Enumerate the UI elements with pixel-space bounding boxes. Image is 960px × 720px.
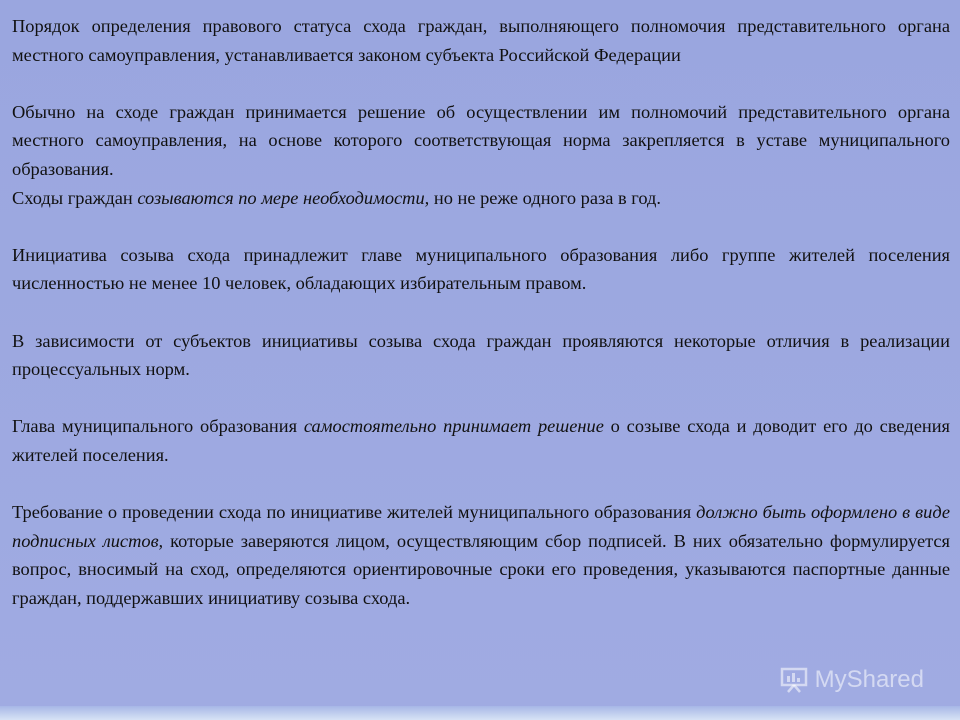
emphasis-run: самостоятельно принимает решение bbox=[303, 416, 604, 437]
emphasis-run: должно быть оформлено в виде подписных листов, bbox=[12, 502, 951, 551]
myshared-watermark bbox=[779, 666, 924, 694]
text-run: Сходы граждан bbox=[12, 187, 138, 208]
slide-bottom-edge bbox=[0, 706, 960, 720]
slide-text-body bbox=[12, 12, 950, 641]
emphasis-run: созываются по мере необходимости, bbox=[137, 187, 430, 208]
paragraph-differences: В зависимости от субъектов инициативы созыва схода граждан проявляются некоторые отличия в реализации процессуальных норм. bbox=[12, 330, 950, 380]
text-run: но не реже одного раза в год. bbox=[429, 187, 661, 208]
paragraph-head-decision bbox=[12, 412, 950, 469]
text-run: Глава муниципального образования bbox=[12, 416, 304, 437]
paragraph-residents-requirement bbox=[12, 498, 950, 612]
paragraph-initiative: Инициатива созыва схода принадлежит главе муниципального образования либо группе жителей поселения численностью не менее 10 человек, обладающих избирательным правом. bbox=[12, 244, 950, 294]
paragraph-legal-status: Порядок определения правового статуса схода граждан, выполняющего полномочия представительного органа местного самоуправления, устанавливается законом субъекта Российской Федерации bbox=[12, 16, 950, 65]
presentation-icon bbox=[779, 666, 809, 694]
paragraph-convening-frequency bbox=[12, 184, 950, 213]
paragraph-powers-decision: Обычно на сходе граждан принимается решение об осуществлении им полномочий представительного органа местного самоуправления, на основе которого соответствующая норма закрепляется в уставе муниципального образования. bbox=[12, 101, 950, 179]
text-run: которые заверяются лицом, осуществляющим сбор подписей. В них обязательно формулируется вопрос, вносимый на сход, определяются ориентировочные сроки его проведения, указываются паспортные данные граждан, поддержавших инициативу созыва схода. bbox=[12, 530, 950, 608]
text-run: Требование о проведении схода по инициативе жителей муниципального образования bbox=[12, 502, 697, 523]
text-run: о созыве схода и доводит его до сведения жителей поселения. bbox=[12, 416, 951, 465]
watermark-text: MyShared bbox=[814, 666, 924, 693]
